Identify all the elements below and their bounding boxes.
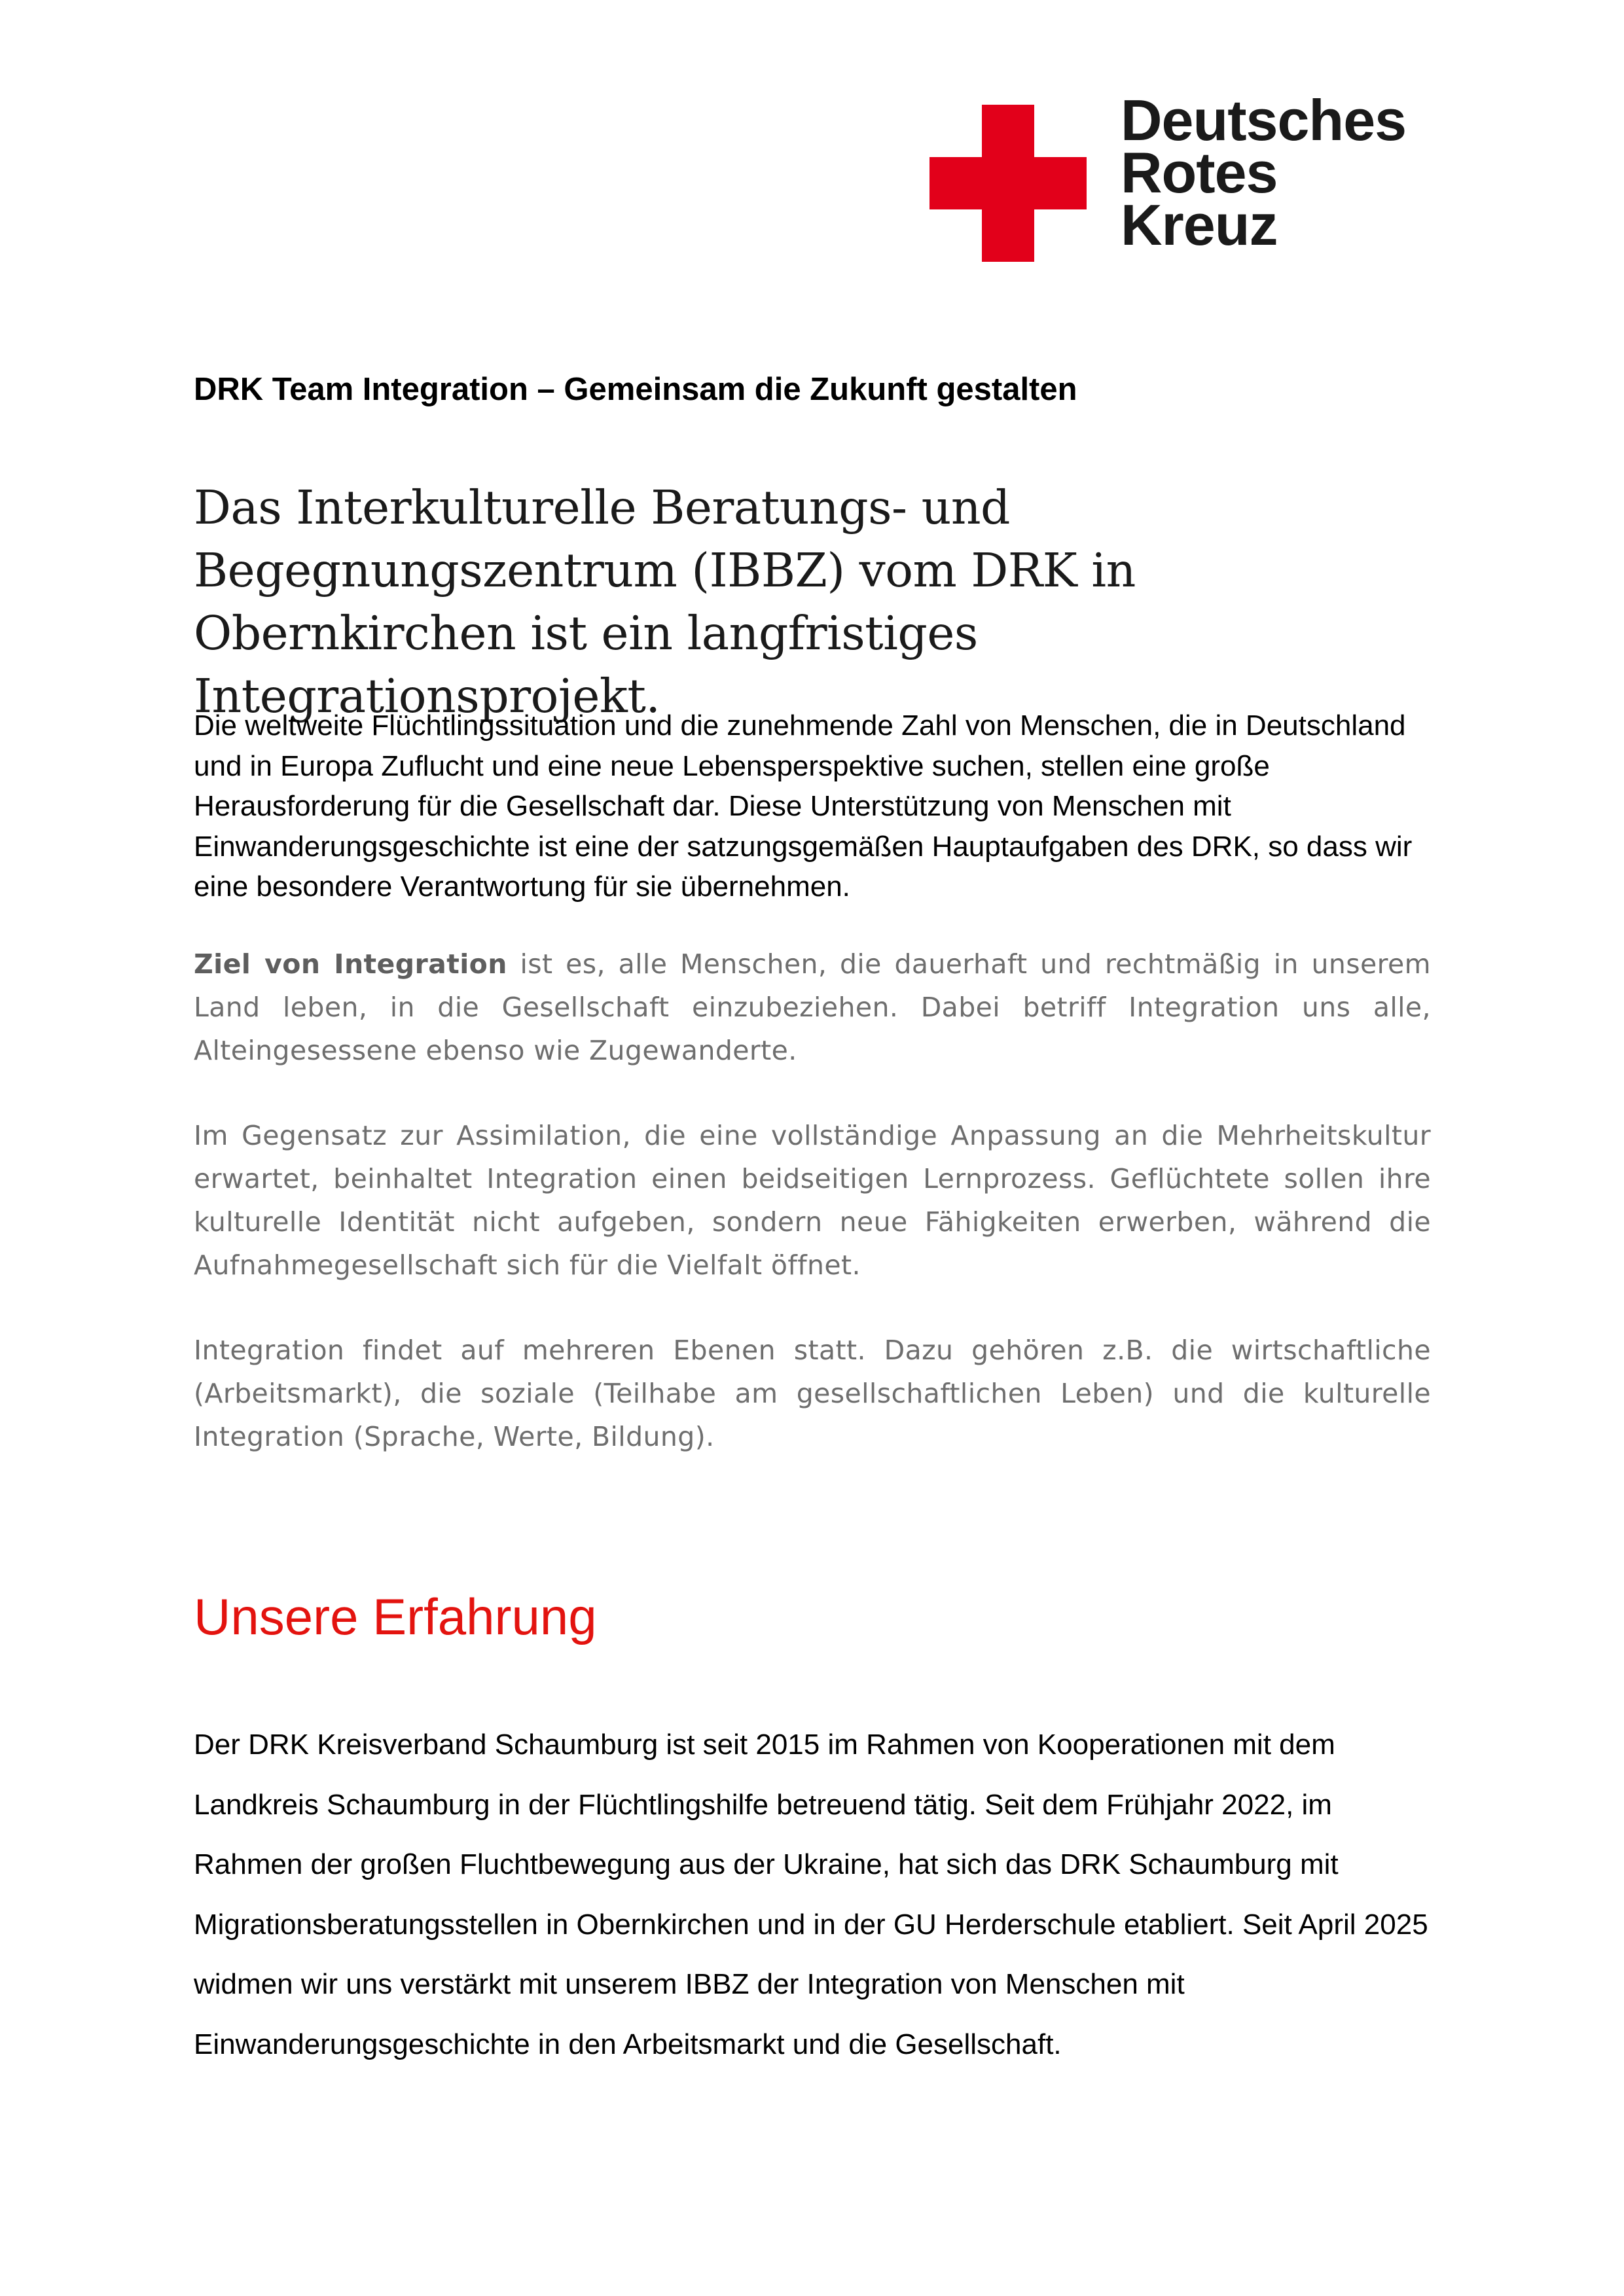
experience-paragraph: Der DRK Kreisverband Schaumburg ist seit 2015 im Rahmen von Kooperationen mit dem Landkreis Schaumburg in der Flüchtlingshilfe betreuend tätig. Seit dem Frühjahr 2022, im Rahmen der großen Fluchtbewegung aus der Ukraine, hat sich das DRK Schaumburg mit Migrationsberatungsstellen in Obernkirchen und in der GU Herderschule etabliert. Seit April 2025 widmen wir uns verstärkt mit unserem IBBZ der Integration von Menschen mit Einwanderungsgeschichte in den Arbeitsmarkt und die Gesellschaft. [194, 1729, 1428, 2060]
page-headline: Das Interkulturelle Beratungs- und Begegnungszentrum (IBBZ) vom DRK in Obernkirchen ist ein langfristiges Integrationsprojekt. [194, 480, 1136, 723]
paragraph-ziel [194, 942, 1431, 1072]
logo-line-3: Kreuz [1121, 192, 1278, 257]
paragraph-ebenen: Integration findet auf mehreren Ebenen statt. Dazu gehören z.B. die wirtschaftliche (Arbeitsmarkt), die soziale (Teilhabe am gesellschaftlichen Leben) und die kulturelle Integration (Sprache, Werte, Bildung). [194, 1335, 1431, 1452]
red-cross-icon [929, 105, 1087, 262]
logo-line-2: Rotes [1121, 140, 1278, 205]
paragraph-gegensatz: Im Gegensatz zur Assimilation, die eine vollständige Anpassung an die Mehrheitskultur erwartet, beinhaltet Integration einen beidseitigen Lernprozess. Geflüchtete sollen ihre kulturelle Identität nicht aufgeben, sondern neue Fähigkeiten erwerben, während die Aufnahmegesellschaft sich für die Vielfalt öffnet. [194, 1120, 1431, 1281]
logo-line-1: Deutsches [1121, 88, 1407, 152]
paragraph-ziel-lead: Ziel von Integration [194, 948, 507, 980]
drk-logo [929, 88, 1440, 275]
section-heading-erfahrung: Unsere Erfahrung [194, 1588, 597, 1645]
paragraph-ziel-text: ist es, alle Menschen, die dauerhaft und rechtmäßig in unserem Land leben, in die Gesellschaft einzubeziehen. Dabei betriff Integration uns alle, Alteingesessene ebenso wie Zugewanderte. [194, 948, 1431, 1066]
logo-wordmark [1121, 88, 1407, 257]
intro-paragraph: Die weltweite Flüchtlingssituation und die zunehmende Zahl von Menschen, die in Deutschland und in Europa Zuflucht und eine neue Lebensperspektive suchen, stellen eine große Herausforderung für die Gesellschaft dar. Diese Unterstützung von Menschen mit Einwanderungsgeschichte ist eine der satzungsgemäßen Hauptaufgaben des DRK, so dass wir eine besondere Verantwortung für sie übernehmen. [194, 709, 1413, 903]
kicker-title: DRK Team Integration – Gemeinsam die Zukunft gestalten [194, 372, 1077, 407]
